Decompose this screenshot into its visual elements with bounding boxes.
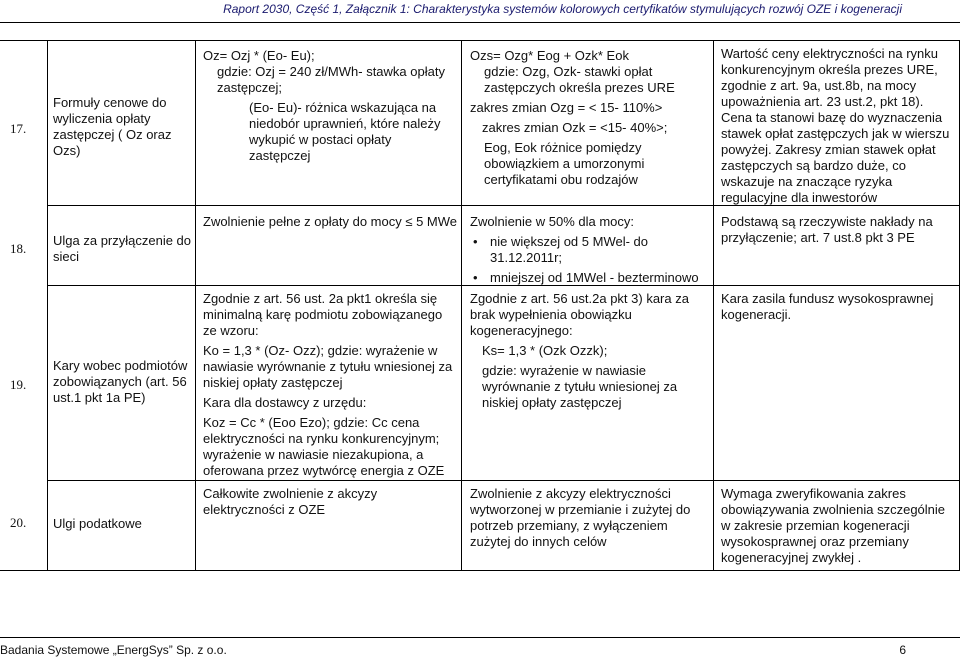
comment-18: Podstawą są rzeczywiste nakłady na przyłączenie; art. 7 ust.8 pkt 3 PE — [721, 214, 933, 245]
row-label: Kary wobec podmiotów zobowiązanych (art. 56 ust.1 pkt 1a PE) — [53, 358, 188, 405]
exemption-full: Zwolnienie pełne z opłaty do mocy ≤ 5 MWe — [203, 214, 458, 229]
comment-20: Wymaga zweryfikowania zakres obowiązywania zwolnienia szczególnie w zakresie przemian kogeneracji wysokosprawnej oraz przemiany kogeneracyjnej zwykłej . — [721, 486, 946, 565]
row-label: Ulga za przyłączenie do sieci — [53, 233, 192, 264]
comment-19: Kara zasila fundusz wysokosprawnej kogeneracji. — [721, 291, 934, 322]
table — [0, 40, 960, 571]
header-title: Raport 2030, Część 1, Załącznik 1: Charakterystyka systemów kolorowych certyfikatów stymulujących rozwój OZE i kogeneracji — [223, 2, 902, 16]
formula-ozs: Ozs= Ozg* Eog + Ozk* Eok gdzie: Ozg, Ozk- stawki opłat zastępczych określa prezes URE zakres zmian Ozg = < 15- 110%> zakres zmian Ozk = <15- 40%>; Eog, Eok różnice pomiędzy obowiązkiem a umorzonymi certyfikatami obu rodzajów — [470, 48, 675, 187]
exemption-50: Zwolnienie w 50% dla mocy: • nie większej od 5 MWel- do 31.12.2011r; • mniejszej od 1MWel - bezterminowo — [470, 214, 708, 286]
tax-exemption-cogeneration: Zwolnienie z akcyzy elektryczności wytworzonej w przemianie i zużytej do potrzeb przemiany, z wyłączeniem zużytej do innych celów — [470, 486, 691, 549]
row-label: Formuły cenowe do wyliczenia opłaty zastępczej ( Oz oraz Ozs) — [53, 95, 172, 158]
page-footer — [0, 637, 960, 660]
comment-17: Wartość ceny elektryczności na rynku konkurencyjnym określa prezes URE, zgodnie z art. 9a, ust.8b, na mocy upoważnienia art. 23 ust.2, pkt 18). Cena ta stanowi bazę do wyznaczenia stawek opłat zastępczych jak w wierszu powyżej. Zakresy zmian stawek opłat zastępczych są bardzo duże, co wskazuje na znaczące ryzyka regulacyjne dla inwestorów — [721, 46, 950, 205]
row-number: 20. — [10, 515, 27, 530]
tax-exemption-oze: Całkowite zwolnienie z akcyzy elektryczności z OZE — [203, 486, 378, 517]
row-number: 18. — [10, 241, 27, 256]
row-number: 19. — [10, 377, 27, 392]
row-label: Ulgi podatkowe — [53, 516, 142, 531]
page-number: 6 — [899, 643, 906, 657]
page-header — [0, 0, 960, 23]
row-number: 17. — [10, 121, 27, 136]
footer-company: Badania Systemowe „EnergSys” Sp. z o.o. — [0, 643, 227, 657]
penalty-oze: Zgodnie z art. 56 ust. 2a pkt1 określa się minimalną karę podmiotu zobowiązanego ze wzoru: Ko = 1,3 * (Oz- Ozz); gdzie: wyrażenie w nawiasie wyrównanie z tytułu wniesionej za niskiej opłaty zastępczej Kara dla dostawcy z urzędu: Koz = Cc * (Eoo Ezo); gdzie: Cc cena elektryczności na rynku konkurencyjnym; wyrażenie w nawiasie niezakupiona, a oferowana przez wytwórcę energia z OZE — [203, 291, 453, 478]
penalty-cogeneration: Zgodnie z art. 56 ust.2a pkt 3) kara za brak wypełnienia obowiązku kogeneracyjnego: Ks= 1,3 * (Ozk Ozzk); gdzie: wyrażenie w nawiasie wyrównanie z tytułu wniesionej za niskiej opłaty zastępczej — [470, 291, 689, 410]
formula-oz: Oz= Ozj * (Eo- Eu); gdzie: Ozj = 240 zł/MWh- stawka opłaty zastępczej; (Eo- Eu)- różnica wskazująca na niedobór uprawnień, które należy wykupić w postaci opłaty zastępczej — [203, 48, 445, 163]
